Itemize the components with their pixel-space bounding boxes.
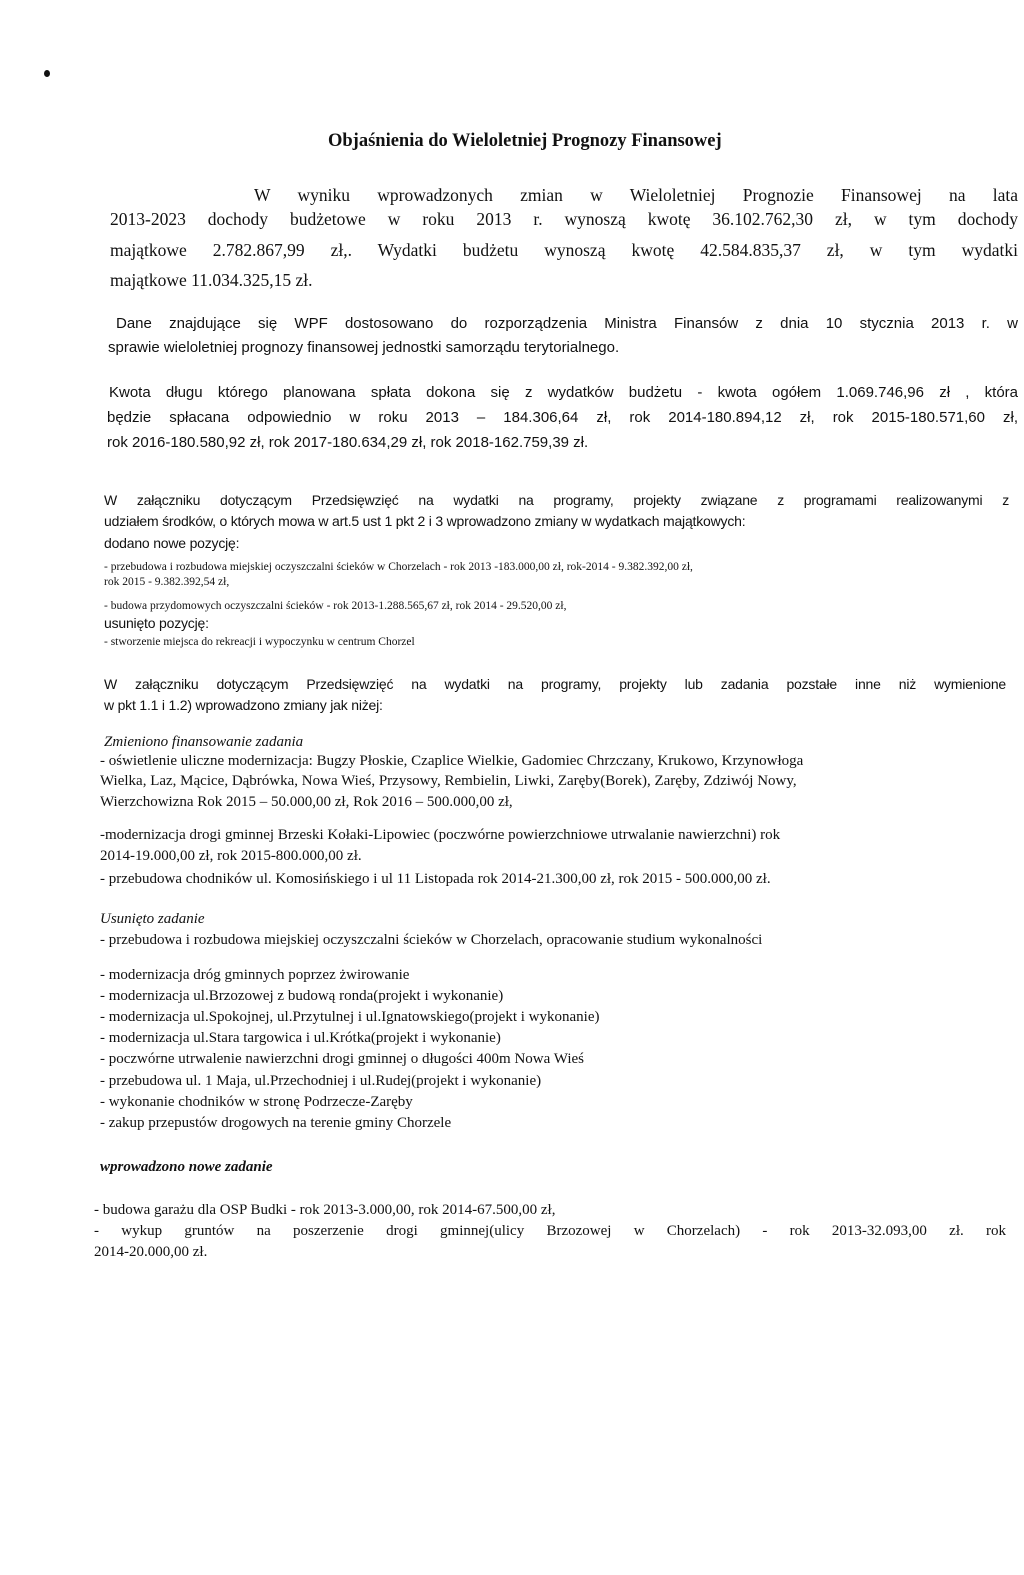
- changed-line-5: 2014-19.000,00 zł, rok 2015-800.000,00 zł.: [100, 848, 362, 864]
- added-item-1: - przebudowa i rozbudowa miejskiej oczyszczalni ścieków w Chorzelach - rok 2013 -183.000,00 zł, rok-2014 - 9.382.392,00 zł,: [104, 561, 693, 573]
- changed-line-6: - przebudowa chodników ul. Komosińskiego i ul 11 Listopada rok 2014-21.300,00 zł, rok 2015 - 500.000,00 zł.: [100, 871, 771, 887]
- changed-line-1: - oświetlenie uliczne modernizacja: Bugzy Płoskie, Czaplice Wielkie, Gadomiec Chrzczany, Krukowo, Krzynowłoga: [100, 753, 804, 769]
- attachment1-line-3: dodano nowe pozycję:: [104, 535, 240, 551]
- intro-line-3: majątkowe 2.782.867,99 zł,. Wydatki budżetu wynoszą kwotę 42.584.835,37 zł, w tym wydatki: [110, 240, 1018, 260]
- removed-task-7: - przebudowa ul. 1 Maja, ul.Przechodniej i ul.Rudej(projekt i wykonanie): [100, 1073, 542, 1089]
- new-task-1: - budowa garażu dla OSP Budki - rok 2013-3.000,00, rok 2014-67.500,00 zł,: [94, 1202, 556, 1218]
- added-item-2: - budowa przydomowych oczyszczalni ścieków - rok 2013-1.288.565,67 zł, rok 2014 - 29.520,00 zł,: [104, 600, 567, 612]
- added-item-1-cont: rok 2015 - 9.382.392,54 zł,: [104, 576, 230, 588]
- new-tasks-heading: wprowadzono nowe zadanie: [100, 1159, 273, 1175]
- removed-position-item: - stworzenie miejsca do rekreacji i wypoczynku w centrum Chorzel: [104, 636, 415, 648]
- attachment1-line-2: udziałem środków, o których mowa w art.5 ust 1 pkt 2 i 3 wprowadzono zmiany w wydatkach majątkowych:: [104, 513, 746, 529]
- intro-line-2: 2013-2023 dochody budżetowe w roku 2013 r. wynoszą kwotę 36.102.762,30 zł, w tym dochody: [110, 209, 1018, 229]
- attachment2-line-1: W załączniku dotyczącym Przedsięwzięć na wydatki na programy, projekty lub zadania pozstałe inne niż wymienione: [104, 676, 1006, 692]
- removed-position-heading: usunięto pozycję:: [104, 615, 209, 631]
- removed-task-5: - modernizacja ul.Stara targowica i ul.Krótka(projekt i wykonanie): [100, 1030, 501, 1046]
- scan-speck: [44, 70, 50, 77]
- changed-heading: Zmieniono finansowanie zadania: [104, 734, 304, 750]
- removed-task-8: - wykonanie chodników w stronę Podrzecze-Zaręby: [100, 1094, 413, 1110]
- removed-tasks-heading: Usunięto zadanie: [100, 911, 205, 927]
- removed-task-2: - modernizacja dróg gminnych poprzez żwirowanie: [100, 967, 410, 983]
- wpf-line-2: sprawie wieloletniej prognozy finansowej jednostki samorządu terytorialnego.: [108, 339, 620, 356]
- changed-line-3: Wierzchowizna Rok 2015 – 50.000,00 zł, Rok 2016 – 500.000,00 zł,: [100, 794, 513, 810]
- new-task-2-cont: 2014-20.000,00 zł.: [94, 1244, 208, 1260]
- wpf-line-1: Dane znajdujące się WPF dostosowano do rozporządzenia Ministra Finansów z dnia 10 stycznia 2013 r. w: [116, 315, 1018, 332]
- removed-task-9: - zakup przepustów drogowych na terenie gminy Chorzele: [100, 1115, 452, 1131]
- intro-line-1: W wyniku wprowadzonych zmian w Wieloletniej Prognozie Finansowej na lata: [254, 185, 1018, 205]
- page-title: Objaśnienia do Wieloletniej Prognozy Finansowej: [328, 131, 722, 151]
- removed-task-6: - poczwórne utrwalenie nawierzchni drogi gminnej o długości 400m Nowa Wieś: [100, 1051, 584, 1067]
- debt-line-3: rok 2016-180.580,92 zł, rok 2017-180.634,29 zł, rok 2018-162.759,39 zł.: [107, 434, 589, 451]
- removed-task-4: - modernizacja ul.Spokojnej, ul.Przytulnej i ul.Ignatowskiego(projekt i wykonanie): [100, 1009, 600, 1025]
- changed-line-4: -modernizacja drogi gminnej Brzeski Kołaki-Lipowiec (poczwórne powierzchniowe utrwalanie nawierzchni) rok: [100, 827, 781, 843]
- debt-line-2: będzie spłacana odpowiednio w roku 2013 – 184.306,64 zł, rok 2014-180.894,12 zł, rok 2015-180.571,60 zł,: [107, 409, 1018, 426]
- removed-task-1: - przebudowa i rozbudowa miejskiej oczyszczalni ścieków w Chorzelach, opracowanie studium wykonalności: [100, 932, 763, 948]
- attachment1-line-1: W załączniku dotyczącym Przedsięwzięć na wydatki na programy, projekty związane z programami realizowanymi z: [104, 492, 1009, 508]
- removed-task-3: - modernizacja ul.Brzozowej z budową ronda(projekt i wykonanie): [100, 988, 504, 1004]
- debt-line-1: Kwota długu którego planowana spłata dokona się z wydatków budżetu - kwota ogółem 1.069.746,96 zł , która: [109, 384, 1018, 401]
- new-task-2: - wykup gruntów na poszerzenie drogi gminnej(ulicy Brzozowej w Chorzelach) - rok 2013-32.093,00 zł. rok: [94, 1223, 1006, 1239]
- changed-line-2: Wielka, Laz, Mącice, Dąbrówka, Nowa Wieś, Przysowy, Rembielin, Liwki, Zaręby(Borek), Zaręby, Zdziwój Nowy,: [100, 773, 797, 789]
- intro-line-4: majątkowe 11.034.325,15 zł.: [110, 270, 313, 290]
- attachment2-line-2: w pkt 1.1 i 1.2) wprowadzono zmiany jak niżej:: [104, 697, 383, 713]
